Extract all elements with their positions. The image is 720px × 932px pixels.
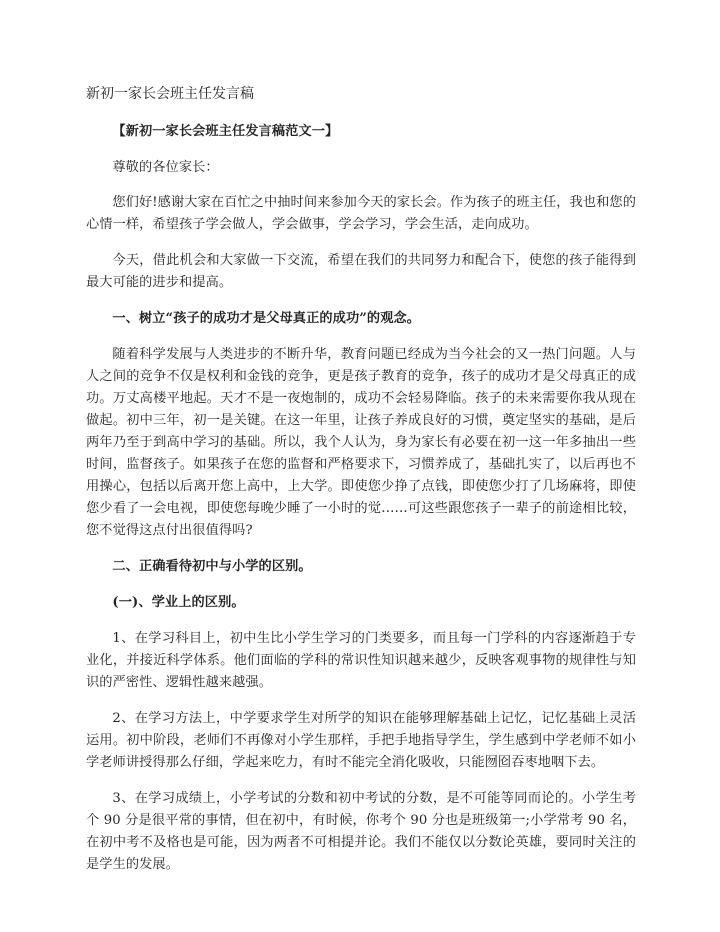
subheading-academic-difference: (一)、学业上的区别。 xyxy=(112,595,245,610)
paragraph-point-2: 2、在学习方法上，中学要求学生对所学的知识在能够理解基础上记忆，记忆基础上灵活运用。初中阶段，老师们不再像对小学生那样，手把手地指导学生，学生感到中学老师不如小学老师讲授得那么仔细，学起来吃力，有时不能完全消化吸收，只能囫囵吞枣地咽下去。 xyxy=(86,711,636,770)
paragraph-point-1: 1、在学习科目上，初中生比小学生学习的门类要多，而且每一门学科的内容逐渐趋于专业化，并接近科学体系。他们面临的学科的常识性知识越来越少，反映客观事物的规律性与知识的严密性、逻辑性越来越强。 xyxy=(86,631,636,690)
section-heading-template-1: 【新初一家长会班主任发言稿范文一】 xyxy=(112,124,339,139)
paragraph-section-1: 随着科学发展与人类进步的不断升华，教育问题已经成为当今社会的又一热门问题。人与人之间的竞争不仅是权利和金钱的竞争，更是孩子教育的竞争，孩子的成功才是父母真正的成功。万丈高楼平地起。天才不是一夜炮制的，成功不会轻易降临。孩子的未来需要你我从现在做起。初中三年，初一是关键。在这一年里，让孩子养成良好的习惯，奠定坚实的基础，是后两年乃至于到高中学习的基础。所以，我个人认为，身为家长有必要在初一这一年多抽出一些时间，监督孩子。如果孩子在您的监督和严格要求下，习惯养成了，基础扎实了，以后再也不用操心，包括以后离开您上高中，上大学。即使您少挣了点钱，即使您少打了几场麻将，即使您少看了一会电视，即使您每晚少睡了一小时的觉……可这些跟您孩子一辈子的前途相比较，您不觉得这点付出很值得吗? xyxy=(86,347,636,538)
heading-section-1: 一、树立“孩子的成功才是父母真正的成功”的观念。 xyxy=(112,311,421,326)
salutation: 尊敬的各位家长： xyxy=(112,160,219,175)
document-title: 新初一家长会班主任发言稿 xyxy=(86,86,254,102)
heading-section-2: 二、正确看待初中与小学的区别。 xyxy=(112,559,312,574)
paragraph-point-3: 3、在学习成绩上，小学考试的分数和初中考试的分数，是不可能等同而论的。小学生考个 90 分是很平常的事情，但在初中，有时候，你考个 90 分也是班级第一;小学常考 90 名，在初中考不及格也是可能，因为两者不可相提并论。我们不能仅以分数论英雄，要同时关注的是学生的发展。 xyxy=(86,791,636,872)
paragraph-greeting: 您们好!感谢大家在百忙之中抽时间来参加今天的家长会。作为孩子的班主任，我也和您的心情一样，希望孩子学会做人，学会做事，学会学习，学会生活，走向成功。 xyxy=(86,195,636,232)
paragraph-purpose: 今天，借此机会和大家做一下交流，希望在我们的共同努力和配合下，使您的孩子能得到最大可能的进步和提高。 xyxy=(86,253,636,290)
document-page xyxy=(86,84,636,890)
